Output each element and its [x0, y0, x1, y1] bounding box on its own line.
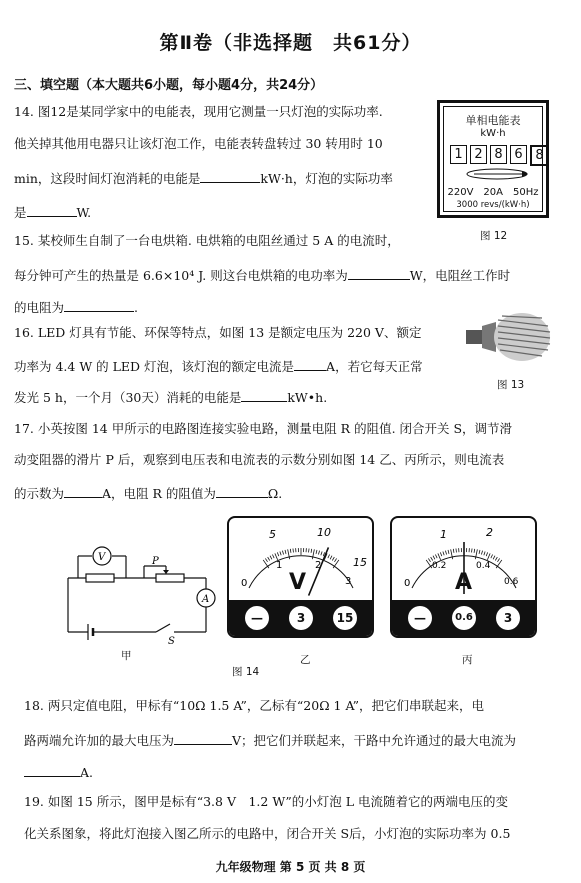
scale-tick: [435, 555, 437, 559]
scale-label: 2: [486, 526, 493, 539]
scale-tick: [282, 551, 283, 555]
answer-blank[interactable]: [241, 389, 287, 402]
meter-spec: 220V 20A 50Hz: [447, 187, 539, 198]
q19-line2: 化关系图象，将此灯泡接入图乙所示的电路中，闭合开关 S后，小灯泡的实际功率为 0.5: [24, 826, 511, 841]
scale-tick: [288, 549, 290, 559]
section-heading: 三、填空题（本大题共6小题，每小题4分，共24分）: [14, 78, 324, 93]
terminal-negative: —: [408, 606, 432, 630]
voltmeter-unit: V: [289, 570, 307, 595]
answer-blank[interactable]: [174, 732, 232, 745]
q16-line1: 16. LED 灯具有节能、环保等特点，如图 13 是额定电压为 220 V、额定: [14, 325, 422, 340]
terminal-3a: 3: [496, 606, 520, 630]
terminal-negative: —: [245, 606, 269, 630]
scale-tick: [330, 556, 332, 560]
scale-tick: [433, 556, 435, 560]
scale-tick: [312, 549, 314, 559]
figure-14-caption: 图 14: [232, 666, 260, 678]
answer-blank[interactable]: [294, 358, 326, 371]
scale-tick: [479, 550, 480, 554]
scale-label: 0.2: [432, 561, 447, 571]
q15-line1: 15. 某校师生自制了一台电烘箱. 电烘箱的电阻丝通过 5 A 的电流时，: [14, 233, 400, 248]
scale-tick: [275, 553, 278, 559]
scale-tick: [431, 557, 433, 560]
q15-line2: [14, 267, 510, 283]
q15-line3-tail: .: [134, 300, 138, 315]
q15-line2-text: 每分钟可产生的热量是 6.6×10⁴ J. 则这台电烘箱的电功率为: [14, 268, 348, 283]
scale-tick: [316, 550, 317, 554]
scale-tick: [448, 550, 449, 554]
answer-blank[interactable]: [27, 204, 77, 217]
ammeter-dial: [390, 516, 537, 638]
scale-tick: [445, 551, 446, 555]
q14-line3: [14, 170, 393, 186]
q16-line2-text: 功率为 4.4 W 的 LED 灯泡，该灯泡的额定电流是: [14, 359, 295, 374]
q17-line1: 17. 小英按图 14 甲所示的电路图连接实验电路，测量电阻 R 的阻值. 闭合开关 S，调节滑: [14, 421, 513, 436]
voltmeter-dial: [227, 516, 374, 638]
scale-tick: [265, 558, 267, 561]
q14-line4: [14, 204, 91, 220]
meter-revs: 3000 revs/(kW·h): [456, 200, 530, 210]
page-title: 第Ⅱ卷（非选择题 共61分）: [159, 32, 422, 54]
scale-tick: [495, 557, 497, 560]
scale-label: 15: [353, 556, 367, 569]
q19-line1: 19. 如图 15 所示，图甲是标有“3.8 V 1.2 W”的小灯泡 L 电流随着它的两端电压的变: [24, 794, 509, 809]
scale-tick: [328, 555, 330, 559]
meter-digit: 1: [450, 145, 467, 164]
scale-tick: [491, 555, 493, 559]
q16-line3: [14, 389, 327, 405]
scale-tick: [438, 553, 441, 559]
answer-blank[interactable]: [200, 170, 260, 183]
scale-label: 0: [404, 578, 411, 589]
answer-blank[interactable]: [24, 764, 80, 777]
answer-blank[interactable]: [64, 485, 102, 498]
scale-tick: [272, 555, 274, 559]
figure-12-caption: 图 12: [480, 230, 508, 242]
q17-line2: 动变阻器的滑片 P 后，观察到电压表和电流表的示数分别如图 14 乙、丙所示，则电流表: [14, 452, 505, 467]
terminal-15v: 15: [333, 606, 357, 630]
scale-tick: [321, 551, 322, 555]
scale-label: 5: [269, 528, 276, 541]
voltmeter-symbol: V: [98, 552, 106, 563]
scale-tick: [318, 551, 319, 555]
q18-line2-tail: V；把它们并联起来，干路中允许通过的最大电流为: [232, 733, 517, 748]
q16-line2-tail: A，若它每天正常: [326, 359, 423, 374]
rotor-disc-icon: [464, 167, 530, 181]
meter-unit: kW·h: [480, 128, 506, 139]
terminal-strip: [392, 600, 535, 636]
q14-line4-tail: W.: [76, 205, 92, 220]
scale-tick: [334, 558, 336, 561]
meter-frame: [443, 106, 543, 212]
scale-tick: [443, 551, 444, 555]
q18-line2: [24, 732, 516, 748]
slider-label: P: [152, 556, 159, 567]
scale-tick: [453, 549, 454, 553]
answer-blank[interactable]: [348, 267, 410, 280]
scale-tick: [270, 556, 272, 560]
q18-line2-text: 路两端允许加的最大电压为: [24, 733, 175, 748]
q16-line3-text: 发光 5 h，一个月（30天）消耗的电能是: [14, 390, 242, 405]
q18-line1: 18. 两只定值电阻，甲标有“10Ω 1.5 A”，乙标有“20Ω 1 A”，把它们串联起来，电: [24, 698, 485, 713]
led-bulb-icon: [462, 308, 552, 366]
q14-line4-text: 是: [14, 205, 27, 220]
scale-tick: [280, 551, 281, 555]
q17-line3-mid: A，电阻 R 的阻值为: [102, 486, 216, 501]
scale-tick: [474, 549, 475, 553]
scale-label: 3: [345, 576, 352, 587]
answer-blank[interactable]: [216, 485, 268, 498]
scale-label: 10: [317, 526, 331, 539]
q15-line3: [14, 299, 138, 315]
meter-digits: [450, 145, 549, 166]
scale-tick: [481, 551, 482, 555]
energy-meter-figure: [437, 100, 549, 218]
scale-tick: [497, 558, 499, 561]
scale-tick: [290, 549, 291, 553]
circuit-diagram: [56, 540, 216, 645]
q14-line2: 他关掉其他用电器只让该灯泡工作，电能表转盘转过 30 转用时 10: [14, 136, 383, 151]
scale-tick: [277, 552, 278, 556]
meter-digit: 8: [490, 145, 507, 164]
scale-tick: [486, 552, 487, 556]
scale-label: 0.4: [476, 561, 491, 571]
scale-tick: [440, 552, 441, 556]
q16-line2: [14, 358, 423, 374]
scale-label: 0: [241, 578, 248, 589]
q15-line2-tail: W，电阻丝工作时: [409, 268, 511, 283]
q18-line3-tail: A.: [80, 765, 94, 780]
scale-label: 2: [315, 560, 322, 571]
terminal-0.6a: 0.6: [452, 606, 476, 630]
scale-label: 0.6: [504, 577, 519, 587]
q14-line1: 14. 图12是某同学家中的电能表，现用它测量一只灯泡的实际功率.: [14, 104, 383, 119]
q14-line3-tail: kW·h，灯泡的实际功率: [260, 171, 393, 186]
scale-label: 1: [276, 560, 283, 571]
dial-needle: [309, 547, 329, 595]
switch-label: S: [168, 636, 175, 645]
scale-tick: [268, 557, 270, 560]
figure-13-caption: 图 13: [497, 379, 525, 391]
terminal-strip: [229, 600, 372, 636]
meter-digit: 2: [470, 145, 487, 164]
scale-tick: [475, 549, 477, 559]
q17-line3-text: 的示数为: [14, 486, 65, 501]
ammeter-unit: A: [455, 570, 473, 595]
voltmeter-label: 乙: [300, 654, 311, 666]
meter-title: 单相电能表: [465, 114, 521, 127]
q15-line3-text: 的电阻为: [14, 300, 65, 315]
answer-blank[interactable]: [64, 299, 134, 312]
meter-digit: 8: [530, 145, 549, 166]
scale-tick: [311, 549, 312, 553]
circuit-label: 甲: [121, 650, 132, 662]
scale-tick: [332, 557, 334, 560]
q16-line3-tail: kW•h.: [287, 390, 328, 405]
ammeter-label: 丙: [462, 654, 473, 666]
q18-line3: [24, 764, 93, 780]
page-footer: 九年级物理 第 5 页 共 8 页: [215, 860, 366, 874]
q17-line3: [14, 485, 282, 501]
scale-tick: [484, 551, 485, 555]
scale-tick: [487, 553, 490, 559]
scale-tick: [451, 549, 453, 559]
q17-line3-tail: Ω.: [267, 486, 283, 501]
terminal-3v: 3: [289, 606, 313, 630]
scale-tick: [493, 556, 495, 560]
meter-digit: 6: [510, 145, 527, 164]
scale-label: 1: [440, 528, 447, 541]
q14-line3-text: min，这段时间灯泡消耗的电能是: [14, 171, 201, 186]
ammeter-symbol: A: [202, 594, 210, 605]
scale-tick: [285, 550, 286, 554]
scale-tick: [428, 558, 430, 561]
